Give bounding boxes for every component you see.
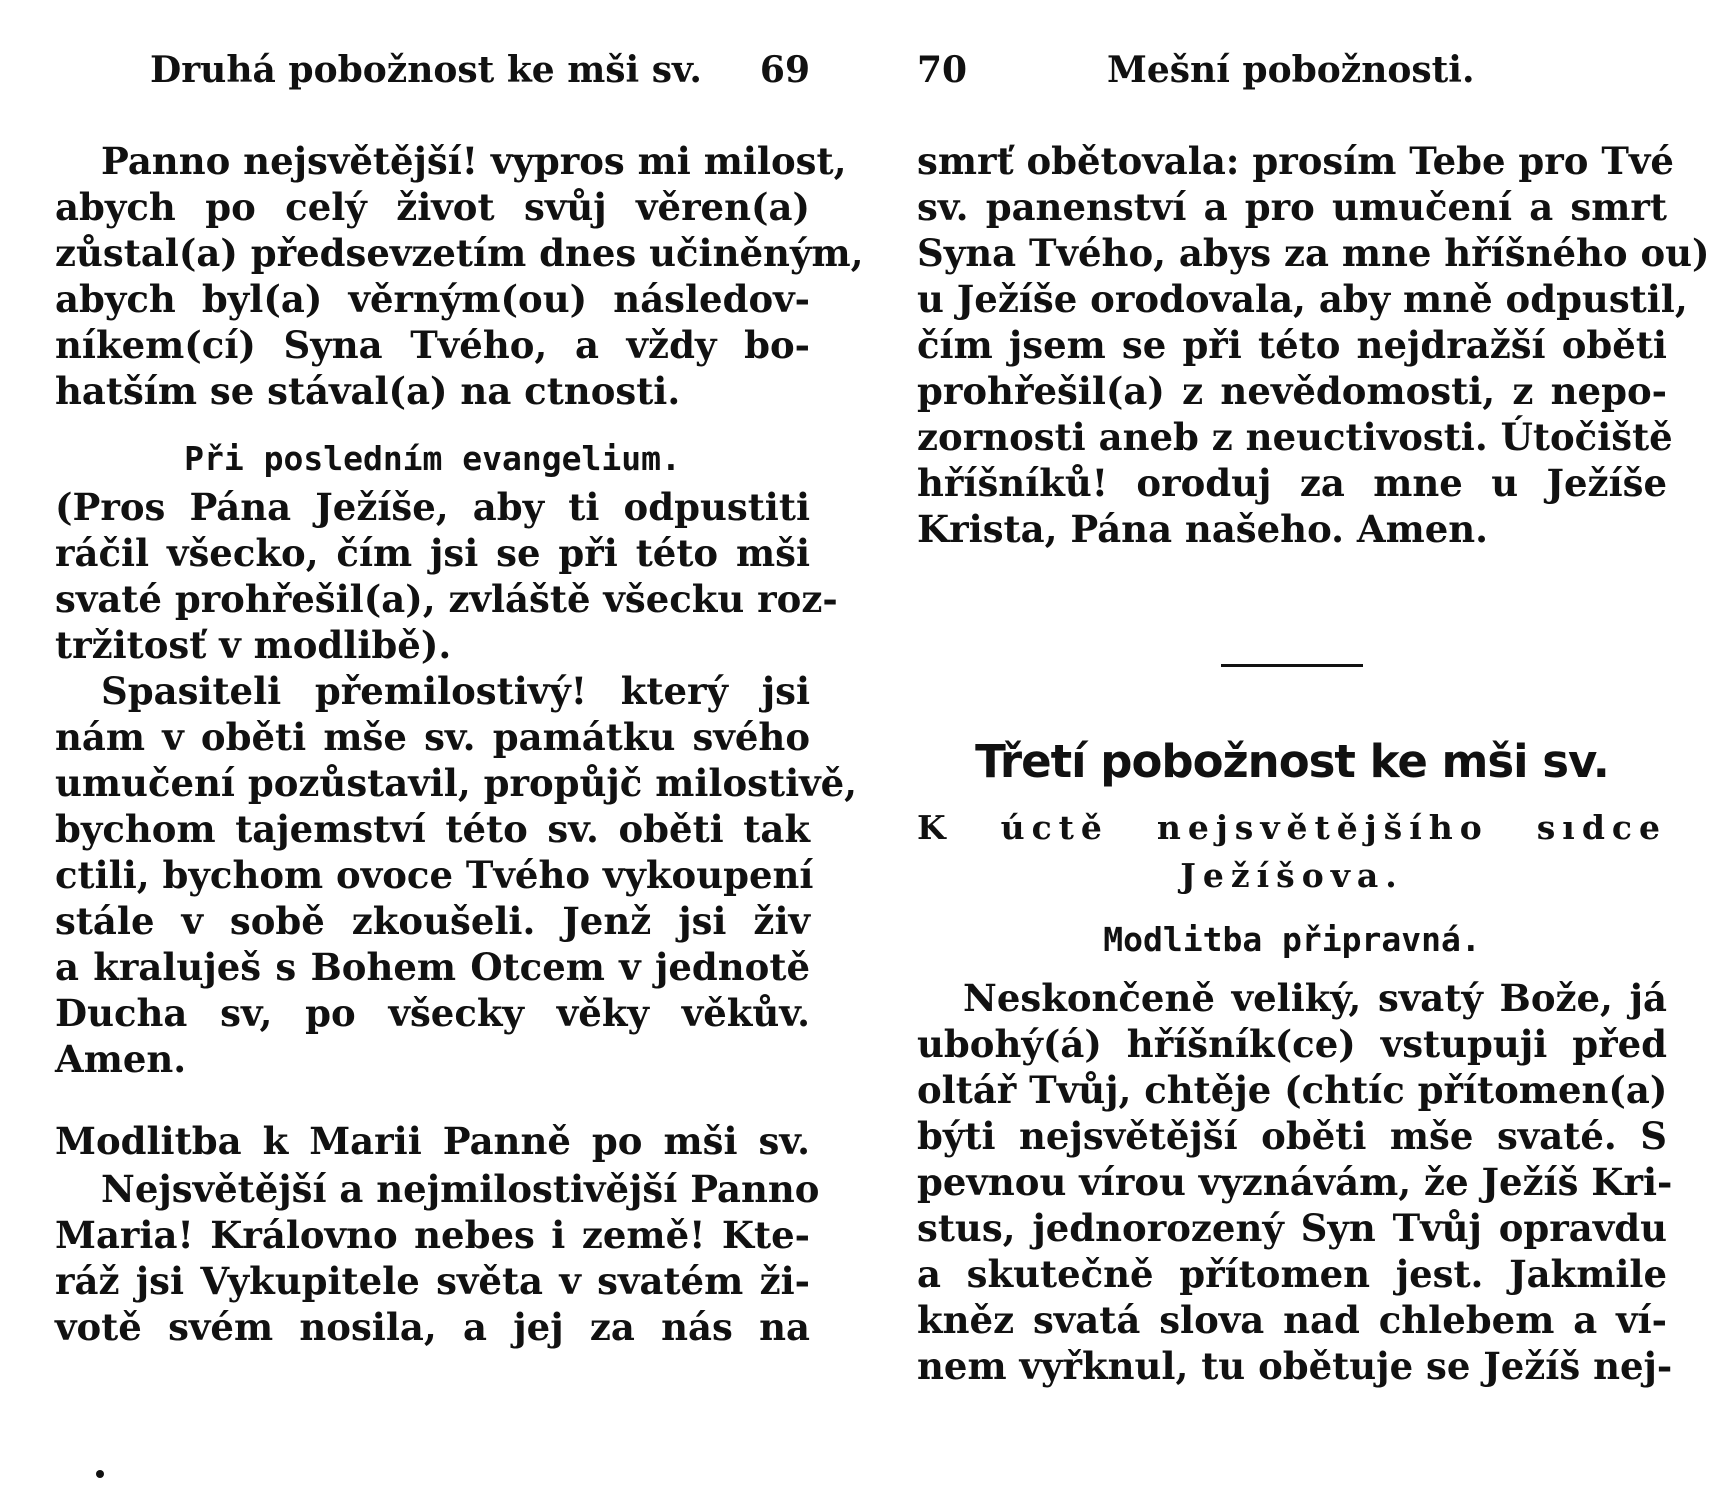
text-line: tržitosť v modlibě). — [55, 623, 452, 667]
text-line: býti nejsvětější oběti mše svaté. S — [917, 1114, 1667, 1158]
page-number: 69 — [759, 49, 810, 91]
text-line: Nejsvětější a nejmilostivější Panno — [101, 1167, 820, 1211]
left-page — [55, 0, 864, 1500]
page-number: 70 — [917, 49, 968, 91]
text-line: sv. panenství a pro umučení a smrt — [917, 185, 1667, 229]
text-line: abych po celý život svůj věren(a) — [55, 185, 810, 229]
text-line: ráž jsi Vykupitele světa v svatém ži- — [55, 1259, 810, 1303]
running-title: Druhá pobožnost ke mši sv. — [150, 49, 702, 91]
section-heading: Při posledním evangelium. — [184, 439, 681, 478]
text-line: pevnou vírou vyznávám, že Ježíš Kri- — [917, 1160, 1673, 1204]
text-line: stále v sobě zkoušeli. Jenž jsi živ — [55, 899, 810, 943]
text-line: a skutečně přítomen jest. Jakmile — [917, 1252, 1667, 1296]
text-line: hříšníků! oroduj za mne u Ježíše — [917, 461, 1667, 505]
text-line: smrť obětovala: prosím Tebe pro Tvé — [917, 139, 1674, 183]
text-line: nám v oběti mše sv. památku svého — [55, 715, 810, 759]
text-line: svaté prohřešil(a), zvláště všecku roz- — [55, 577, 838, 621]
text-line: Krista, Pána našeho. Amen. — [917, 507, 1489, 551]
chapter-subtitle: K úctě nejsvětějšího sıdce — [917, 808, 1667, 847]
prayer-paragraph — [55, 668, 858, 1082]
text-line: abych byl(a) věrným(ou) následov- — [55, 277, 810, 321]
text-line: u Ježíše orodovala, aby mně odpustil, — [917, 277, 1688, 321]
text-line: čím jsem se při této nejdražší oběti — [917, 323, 1667, 367]
text-line: ráčil všecko, čím jsi se při této mši — [55, 531, 810, 575]
text-line: oltář Tvůj, chtěje (chtíc přítomen(a) — [917, 1068, 1668, 1112]
text-line: kněz svatá slova nad chlebem a ví- — [917, 1298, 1667, 1342]
text-line: stus, jednorozený Syn Tvůj opravdu — [917, 1206, 1667, 1250]
chapter-title: Třetí pobožnost ke mši sv. — [975, 735, 1609, 788]
text-line: zůstal(a) předsevzetím dnes učiněným, — [55, 231, 864, 275]
text-line: Amen. — [55, 1037, 187, 1081]
instruction-paragraph — [55, 484, 838, 668]
text-line: Panno nejsvětější! vypros mi milost, — [101, 139, 847, 183]
text-line: prohřešil(a) z nevědomosti, z nepo- — [917, 369, 1667, 413]
text-line: ctili, bychom ovoce Tvého vykoupení — [55, 853, 814, 897]
text-line: Neskončeně veliký, svatý Bože, já — [963, 976, 1667, 1020]
prayer-paragraph — [55, 138, 864, 414]
section-divider — [1221, 664, 1363, 667]
print-speck — [96, 1470, 104, 1478]
section-heading: Modlitba k Marii Panně po mši sv. — [55, 1119, 810, 1163]
left-page-header — [55, 42, 810, 98]
prayer-paragraph — [917, 975, 1673, 1389]
text-line: nem vyřknul, tu obětuje se Ježíš nej- — [917, 1344, 1673, 1388]
text-line: (Pros Pána Ježíše, aby ti odpustiti — [55, 485, 810, 529]
running-title: Mešní pobožnosti. — [1107, 49, 1475, 91]
text-line: hatším se stával(a) na ctnosti. — [55, 369, 681, 413]
text-line: Spasiteli přemilostivý! který jsi — [101, 669, 810, 713]
text-line: Syna Tvého, abys za mne hříšného ou) — [917, 231, 1710, 275]
right-page-body — [917, 138, 1710, 1389]
prayer-paragraph — [55, 1166, 820, 1350]
text-line: umučení pozůstavil, propůjč milostivě, — [55, 761, 858, 805]
right-page-header — [917, 42, 1667, 98]
text-line: bychom tajemství této sv. oběti tak — [55, 807, 810, 851]
chapter-subtitle: Ježíšova. — [1180, 856, 1404, 895]
text-line: a kraluješ s Bohem Otcem v jednotě — [55, 945, 810, 989]
prayer-paragraph — [917, 138, 1710, 552]
left-page-body — [55, 138, 864, 1350]
right-page — [917, 0, 1710, 1500]
section-heading: Modlitba připravná. — [1103, 920, 1481, 959]
text-line: ubohý(á) hříšník(ce) vstupuji před — [917, 1022, 1667, 1066]
text-line: zornosti aneb z neuctivosti. Útočiště — [917, 415, 1673, 459]
text-line: Ducha sv, po všecky věky věkův. — [55, 991, 810, 1035]
text-line: votě svém nosila, a jej za nás na — [55, 1305, 810, 1349]
text-line: níkem(cí) Syna Tvého, a vždy bo- — [55, 323, 810, 367]
text-line: Maria! Královno nebes i země! Kte- — [55, 1213, 810, 1257]
